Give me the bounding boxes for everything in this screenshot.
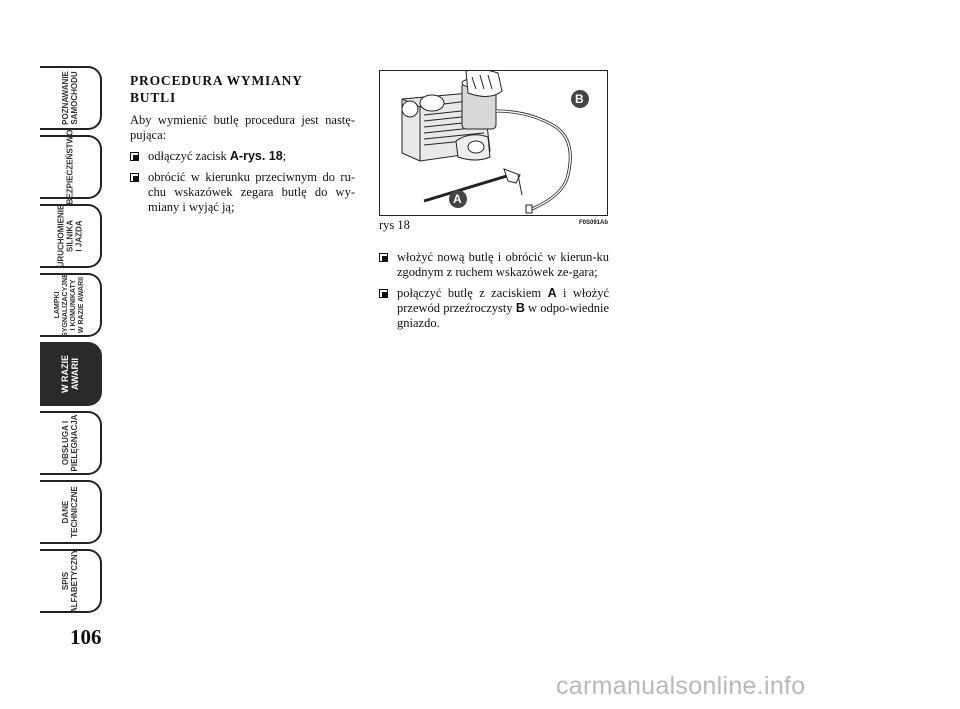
checkbox-bullet-icon xyxy=(130,173,139,182)
tab-label: URUCHOMIENIE SILNIKA I JAZDA xyxy=(56,204,84,268)
tab-obsluga-i-pielegnacja[interactable] xyxy=(40,411,102,475)
checkbox-bullet-icon xyxy=(130,152,139,161)
tab-label: POZNAWANIE SAMOCHODU xyxy=(61,71,79,125)
tab-label: SPIS ALFABETYCZNY xyxy=(61,549,79,613)
step-text: połączyć butlę z zaciskiem xyxy=(397,286,548,300)
figure-caption: rys 18 xyxy=(379,218,410,232)
tab-label: W RAZIE AWARII xyxy=(60,355,80,393)
watermark-text[interactable]: carmanualsonline.info xyxy=(556,672,806,700)
text-column-left xyxy=(130,72,355,221)
checkbox-bullet-icon xyxy=(379,289,388,298)
step-text-end: w odpo-wiednie gniazdo. xyxy=(397,301,609,330)
tab-lampki-sygnalizacyjne[interactable] xyxy=(40,273,102,337)
list-item xyxy=(130,170,355,215)
list-item xyxy=(130,149,355,164)
text-column-right xyxy=(379,250,609,337)
compressor-drawing xyxy=(380,71,607,215)
tab-w-razie-awarii[interactable] xyxy=(40,342,102,406)
tab-uruchomienie-silnika[interactable] xyxy=(40,204,102,268)
tab-label: BEZPIECZEŃSTWO xyxy=(65,129,75,205)
figure-compressor-illustration xyxy=(379,70,608,216)
tab-label: LAMPKI SYGNALIZACYJNE I KOMUNIKATY W RAZIE AWARII xyxy=(54,273,85,337)
chapter-tabs xyxy=(40,66,110,618)
list-item xyxy=(379,286,609,331)
tab-dane-techniczne[interactable] xyxy=(40,480,102,544)
step-text-mid: i włożyć przewód przeźroczysty xyxy=(397,286,609,315)
page-number: 106 xyxy=(70,625,102,649)
callout-a-label: A xyxy=(453,192,462,206)
tab-bezpieczenstwo[interactable] xyxy=(40,129,102,205)
step-text: włożyć nową butlę i obrócić w kierun-ku zgodnym z ruchem wskazówek ze-gara; xyxy=(397,250,609,279)
step-text-end: ; xyxy=(282,149,287,163)
tab-poznawanie-samochodu[interactable] xyxy=(40,66,102,130)
figure-reference: A-rys. 18 xyxy=(229,149,283,163)
tab-label: OBSŁUGA I PIELĘGNACJA xyxy=(61,414,79,472)
list-item xyxy=(379,250,609,280)
figure-code: F0S091Ab xyxy=(578,220,608,226)
tab-label: DANE TECHNICZNE xyxy=(61,486,79,538)
section-heading: PROCEDURA WYMIANY BUTLI xyxy=(130,73,303,105)
callout-b-label: B xyxy=(575,92,584,106)
figure-caption-row xyxy=(379,218,608,233)
part-reference-a: A xyxy=(547,286,557,300)
tab-spis-alfabetyczny[interactable] xyxy=(40,549,102,613)
step-text: obrócić w kierunku przeciwnym do ru-chu wskazówek zegara butlę do wy-miany i wyjąć ją; xyxy=(148,170,355,214)
part-reference-b: B xyxy=(515,301,525,315)
step-text: odłączyć zacisk xyxy=(148,149,230,163)
checkbox-bullet-icon xyxy=(379,253,388,262)
intro-paragraph: Aby wymienić butlę procedura jest nastę-pująca: xyxy=(130,113,355,142)
